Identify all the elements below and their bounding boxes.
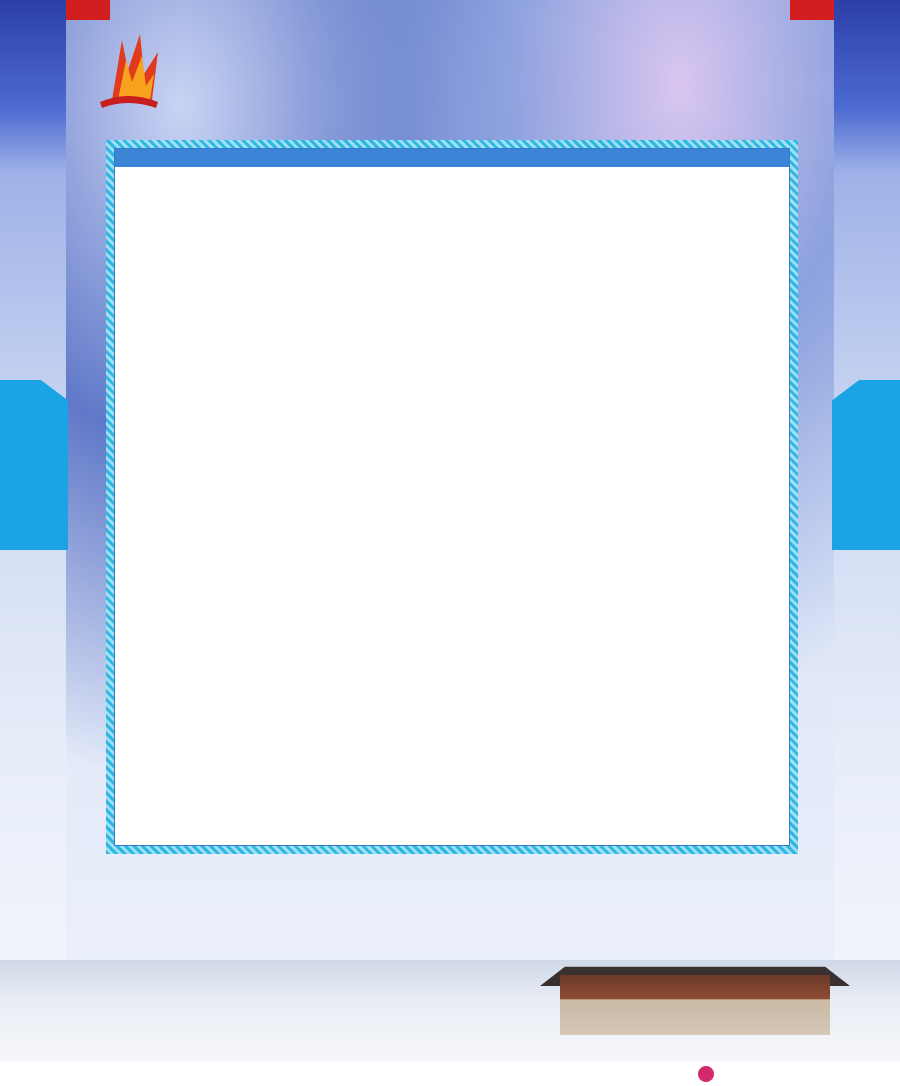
company-logo-icon [92, 30, 164, 118]
tour-table-frame [106, 140, 798, 854]
side-tab-right [832, 380, 900, 550]
ad-label-left [66, 0, 110, 20]
footer-badge-icon [698, 1066, 714, 1082]
table-header [115, 149, 789, 167]
ad-label-right [790, 0, 834, 20]
palace-hall [560, 975, 830, 1035]
footer [0, 1062, 900, 1086]
side-tab-left [0, 380, 68, 550]
tour-table [114, 148, 790, 846]
